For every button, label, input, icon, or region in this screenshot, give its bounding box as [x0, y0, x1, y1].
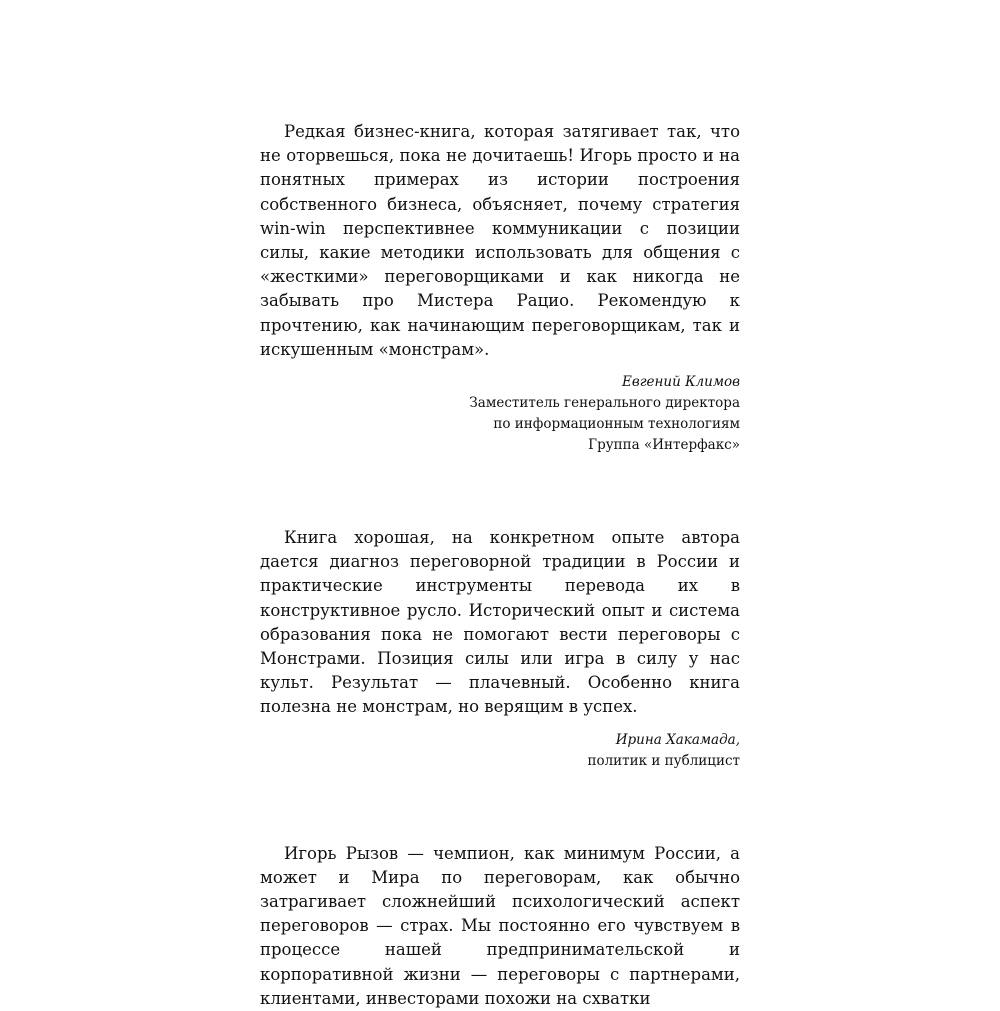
- testimonial-text: Книга хорошая, на конкретном опыте автора дается диагноз переговорной традиции в России и практические инструменты перевода их в конструктивное русло. Исторический опыт и система образования пока не помогают вести переговоры с Монстрами. Позиция силы или игра в силу у нас культ. Результат — плачевный. Особенно книга полезна не монстрам, но верящим в успех.: [260, 528, 740, 717]
- author-role-line: Заместитель генерального директора: [469, 395, 740, 412]
- attribution: [260, 372, 740, 456]
- author-name: Евгений Климов: [621, 374, 740, 391]
- book-page: [260, 120, 740, 1011]
- testimonial-text: Игорь Рызов — чемпион, как минимум России, а может и Мира по переговорам, как обычно затрагивает сложнейший психологический аспект переговоров — страх. Мы постоянно его чувствуем в процессе нашей предпринимательской и корпоративной жизни — переговоры с партнерами, клиентами, инвесторами похожи на схватки: [260, 843, 740, 1008]
- author-role-line: Группа «Интерфакс»: [588, 437, 740, 454]
- attribution: [260, 730, 740, 772]
- author-role-line: политик и публицист: [587, 752, 740, 769]
- author-name: Ирина Хакамада,: [615, 731, 740, 748]
- author-role-line: по информационным технологиям: [493, 416, 740, 433]
- testimonial-ryzov: [260, 842, 740, 1011]
- testimonial-khakamada: [260, 526, 740, 772]
- testimonial-klimov: [260, 120, 740, 456]
- testimonial-text: Редкая бизнес-книга, которая затягивает так, что не оторвешься, пока не дочитаешь! Игорь просто и на понятных примерах из истории построения собственного бизнеса, объясняет, почему стратегия win-win перспективнее коммуникации с позиции силы, какие методики использовать для общения с «жесткими» переговорщиками и как никогда не забывать про Мистера Рацио. Рекомендую к прочтению, как начинающим переговорщикам, так и искушенным «монстрам».: [260, 122, 740, 359]
